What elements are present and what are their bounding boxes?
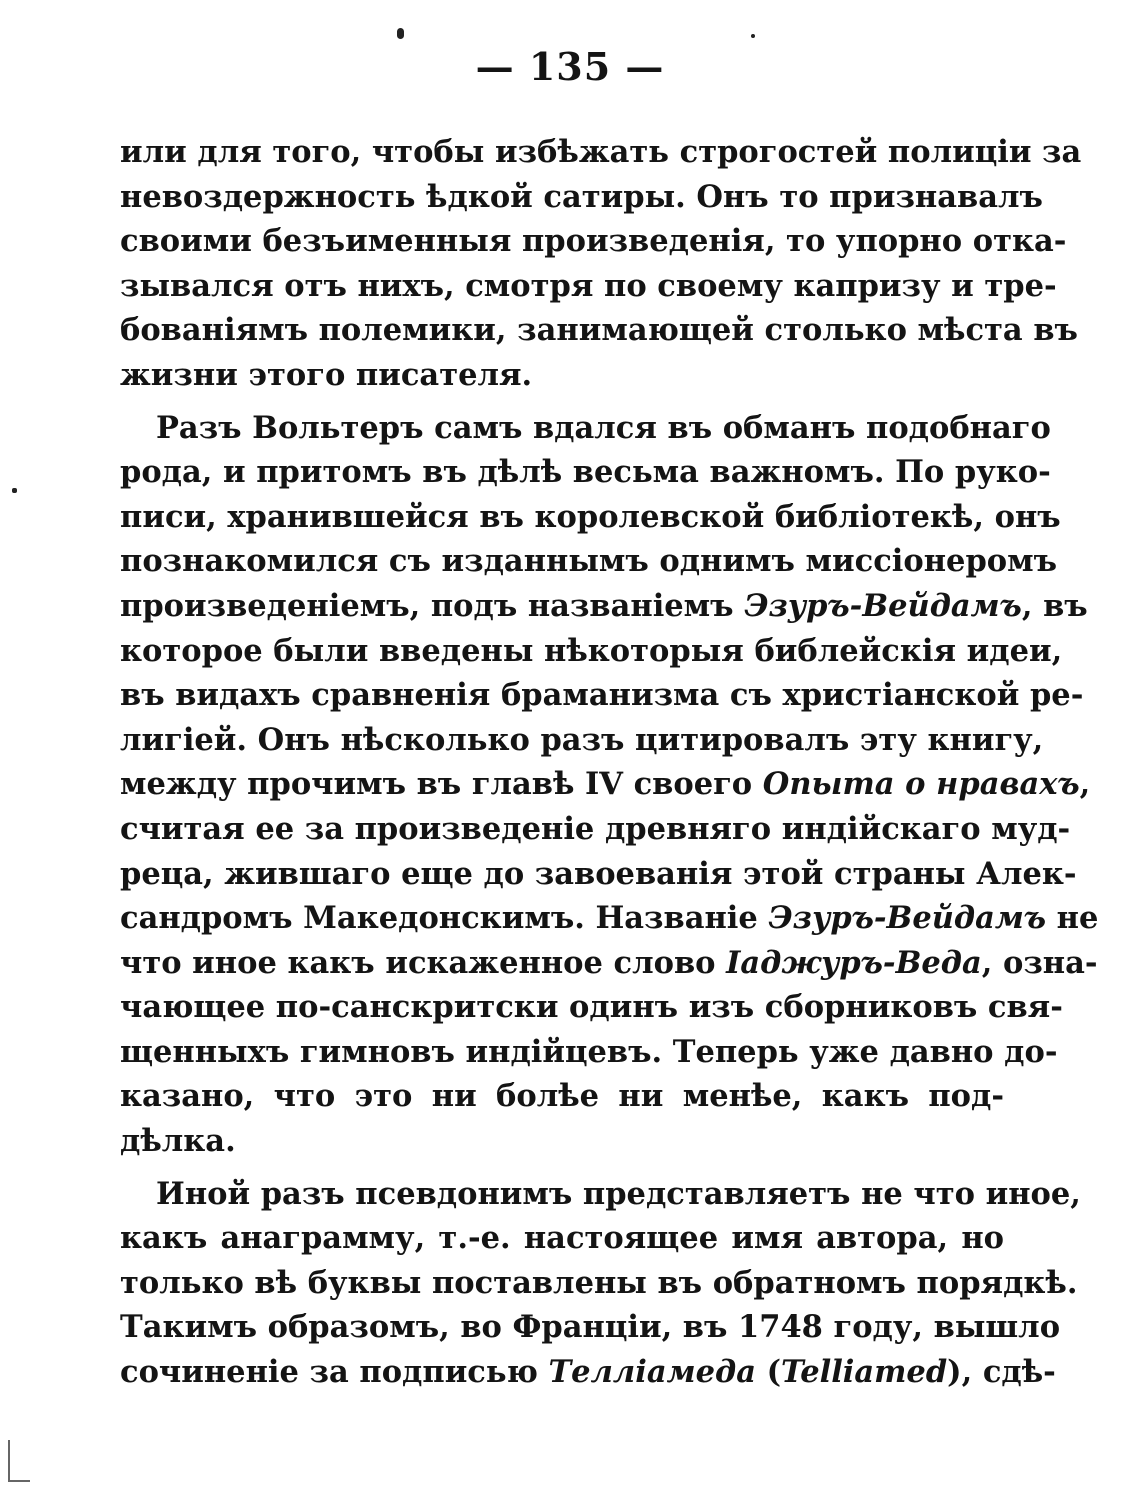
italic-title: Telliamed bbox=[781, 1354, 948, 1391]
scan-speck bbox=[12, 488, 17, 493]
text-line bbox=[120, 130, 1082, 175]
text-run: сочиненіе за подписью bbox=[120, 1354, 549, 1391]
italic-title: Эзуръ-Вейдамъ bbox=[744, 587, 1022, 624]
text-line bbox=[120, 584, 1088, 629]
text-line bbox=[120, 807, 1071, 852]
text-line bbox=[120, 406, 1051, 451]
text-line bbox=[120, 1216, 1004, 1261]
text-line bbox=[120, 1350, 1056, 1395]
text-run: , озна- bbox=[981, 944, 1098, 981]
text-line bbox=[120, 762, 1091, 807]
text-run: реца, жившаго еще до завоеванія этой страны Алек- bbox=[120, 855, 1077, 892]
text-run: произведеніемъ, подъ названіемъ bbox=[120, 587, 745, 624]
text-run: казано, что это ни болѣе ни менѣе, какъ под- bbox=[120, 1078, 1004, 1115]
text-run: Иной разъ псевдонимъ представляетъ не что иное, bbox=[156, 1175, 1081, 1212]
italic-title: Эзуръ-Вейдамъ bbox=[768, 900, 1047, 937]
text-run: Разъ Вольтеръ самъ вдался въ обманъ подобнаго bbox=[156, 409, 1051, 446]
text-line bbox=[120, 852, 1077, 897]
text-line bbox=[120, 629, 1063, 674]
text-run: чающее по-санскритски одинъ изъ сборниковъ свя- bbox=[120, 989, 1063, 1026]
text-run: или для того, чтобы избѣжать строгостей полиціи за bbox=[120, 134, 1082, 170]
text-run: дѣлка. bbox=[120, 1123, 236, 1160]
text-line bbox=[120, 1119, 1004, 1164]
text-run: только вѣ буквы поставлены въ обратномъ порядкѣ. bbox=[120, 1264, 1078, 1301]
text-line bbox=[120, 1074, 1004, 1119]
scan-speck bbox=[751, 34, 755, 38]
scan-speck bbox=[397, 28, 404, 39]
text-line bbox=[120, 1172, 1081, 1217]
text-run: бованіямъ полемики, занимающей столько мѣста въ bbox=[120, 312, 1078, 349]
text-run: которое были введены нѣкоторыя библейскія идеи, bbox=[120, 632, 1063, 669]
text-run: зывался отъ нихъ, смотря по своему капризу и тре- bbox=[120, 267, 1057, 304]
text-line bbox=[120, 495, 1061, 540]
text-line bbox=[120, 353, 1004, 398]
text-run: ( bbox=[755, 1354, 782, 1391]
text-run: своими безъименныя произведенія, то упорно отка- bbox=[120, 223, 1067, 260]
text-line bbox=[120, 718, 1044, 763]
text-run: жизни этого писателя. bbox=[120, 356, 533, 393]
text-run: рода, и притомъ въ дѣлѣ весьма важномъ. По руко- bbox=[120, 454, 1051, 491]
text-run: сандромъ Македонскимъ. Названіе bbox=[120, 900, 769, 937]
scan-edge-line bbox=[8, 1440, 10, 1480]
text-run: лигіей. Онъ нѣсколько разъ цитировалъ эту книгу, bbox=[120, 721, 1044, 758]
text-run: писи, хранившейся въ королевской библіотекѣ, онъ bbox=[120, 498, 1061, 535]
text-run: не bbox=[1046, 900, 1099, 937]
text-run: невоздержность ѣдкой сатиры. Онъ то признавалъ bbox=[120, 178, 1043, 215]
text-run: между прочимъ въ главѣ IV своего bbox=[120, 766, 763, 803]
scan-edge-line bbox=[8, 1480, 30, 1482]
text-run: , bbox=[1079, 766, 1091, 803]
text-run: ), сдѣ- bbox=[947, 1354, 1056, 1391]
text-line bbox=[120, 1030, 1058, 1075]
text-line bbox=[120, 985, 1063, 1030]
paragraph-gap bbox=[120, 398, 1004, 406]
text-line bbox=[120, 308, 1078, 353]
text-line bbox=[120, 673, 1084, 718]
text-run: что иное какъ искаженное слово bbox=[120, 944, 727, 981]
text-run: щенныхъ гимновъ индійцевъ. Теперь уже давно до- bbox=[120, 1033, 1058, 1070]
text-line bbox=[120, 1305, 1061, 1350]
italic-title: Опыта о нравахъ bbox=[762, 766, 1080, 803]
text-line bbox=[120, 1261, 1078, 1306]
text-line bbox=[120, 941, 1098, 986]
text-run: , въ bbox=[1021, 587, 1088, 624]
text-line bbox=[120, 264, 1057, 309]
text-line bbox=[120, 219, 1067, 264]
text-run: въ видахъ сравненія браманизма съ христіанской ре- bbox=[120, 677, 1084, 714]
page-number: — 135 — bbox=[475, 44, 665, 89]
text-run: считая ее за произведеніе древняго индійскаго муд- bbox=[120, 810, 1071, 847]
text-line bbox=[120, 539, 1058, 584]
text-line bbox=[120, 450, 1051, 495]
body-text bbox=[120, 130, 1099, 1395]
italic-title: Телліамеда bbox=[548, 1354, 756, 1391]
text-line bbox=[120, 175, 1043, 220]
text-run: Такимъ образомъ, во Франціи, въ 1748 году, вышло bbox=[120, 1309, 1061, 1346]
text-run: какъ анаграмму, т.-е. настоящее имя автора, но bbox=[120, 1220, 1004, 1257]
paragraph-gap bbox=[120, 1164, 1004, 1172]
text-line bbox=[120, 896, 1099, 941]
text-run: познакомился съ изданнымъ однимъ миссіонеромъ bbox=[120, 543, 1058, 580]
italic-title: Іаджуръ-Веда bbox=[726, 944, 982, 981]
